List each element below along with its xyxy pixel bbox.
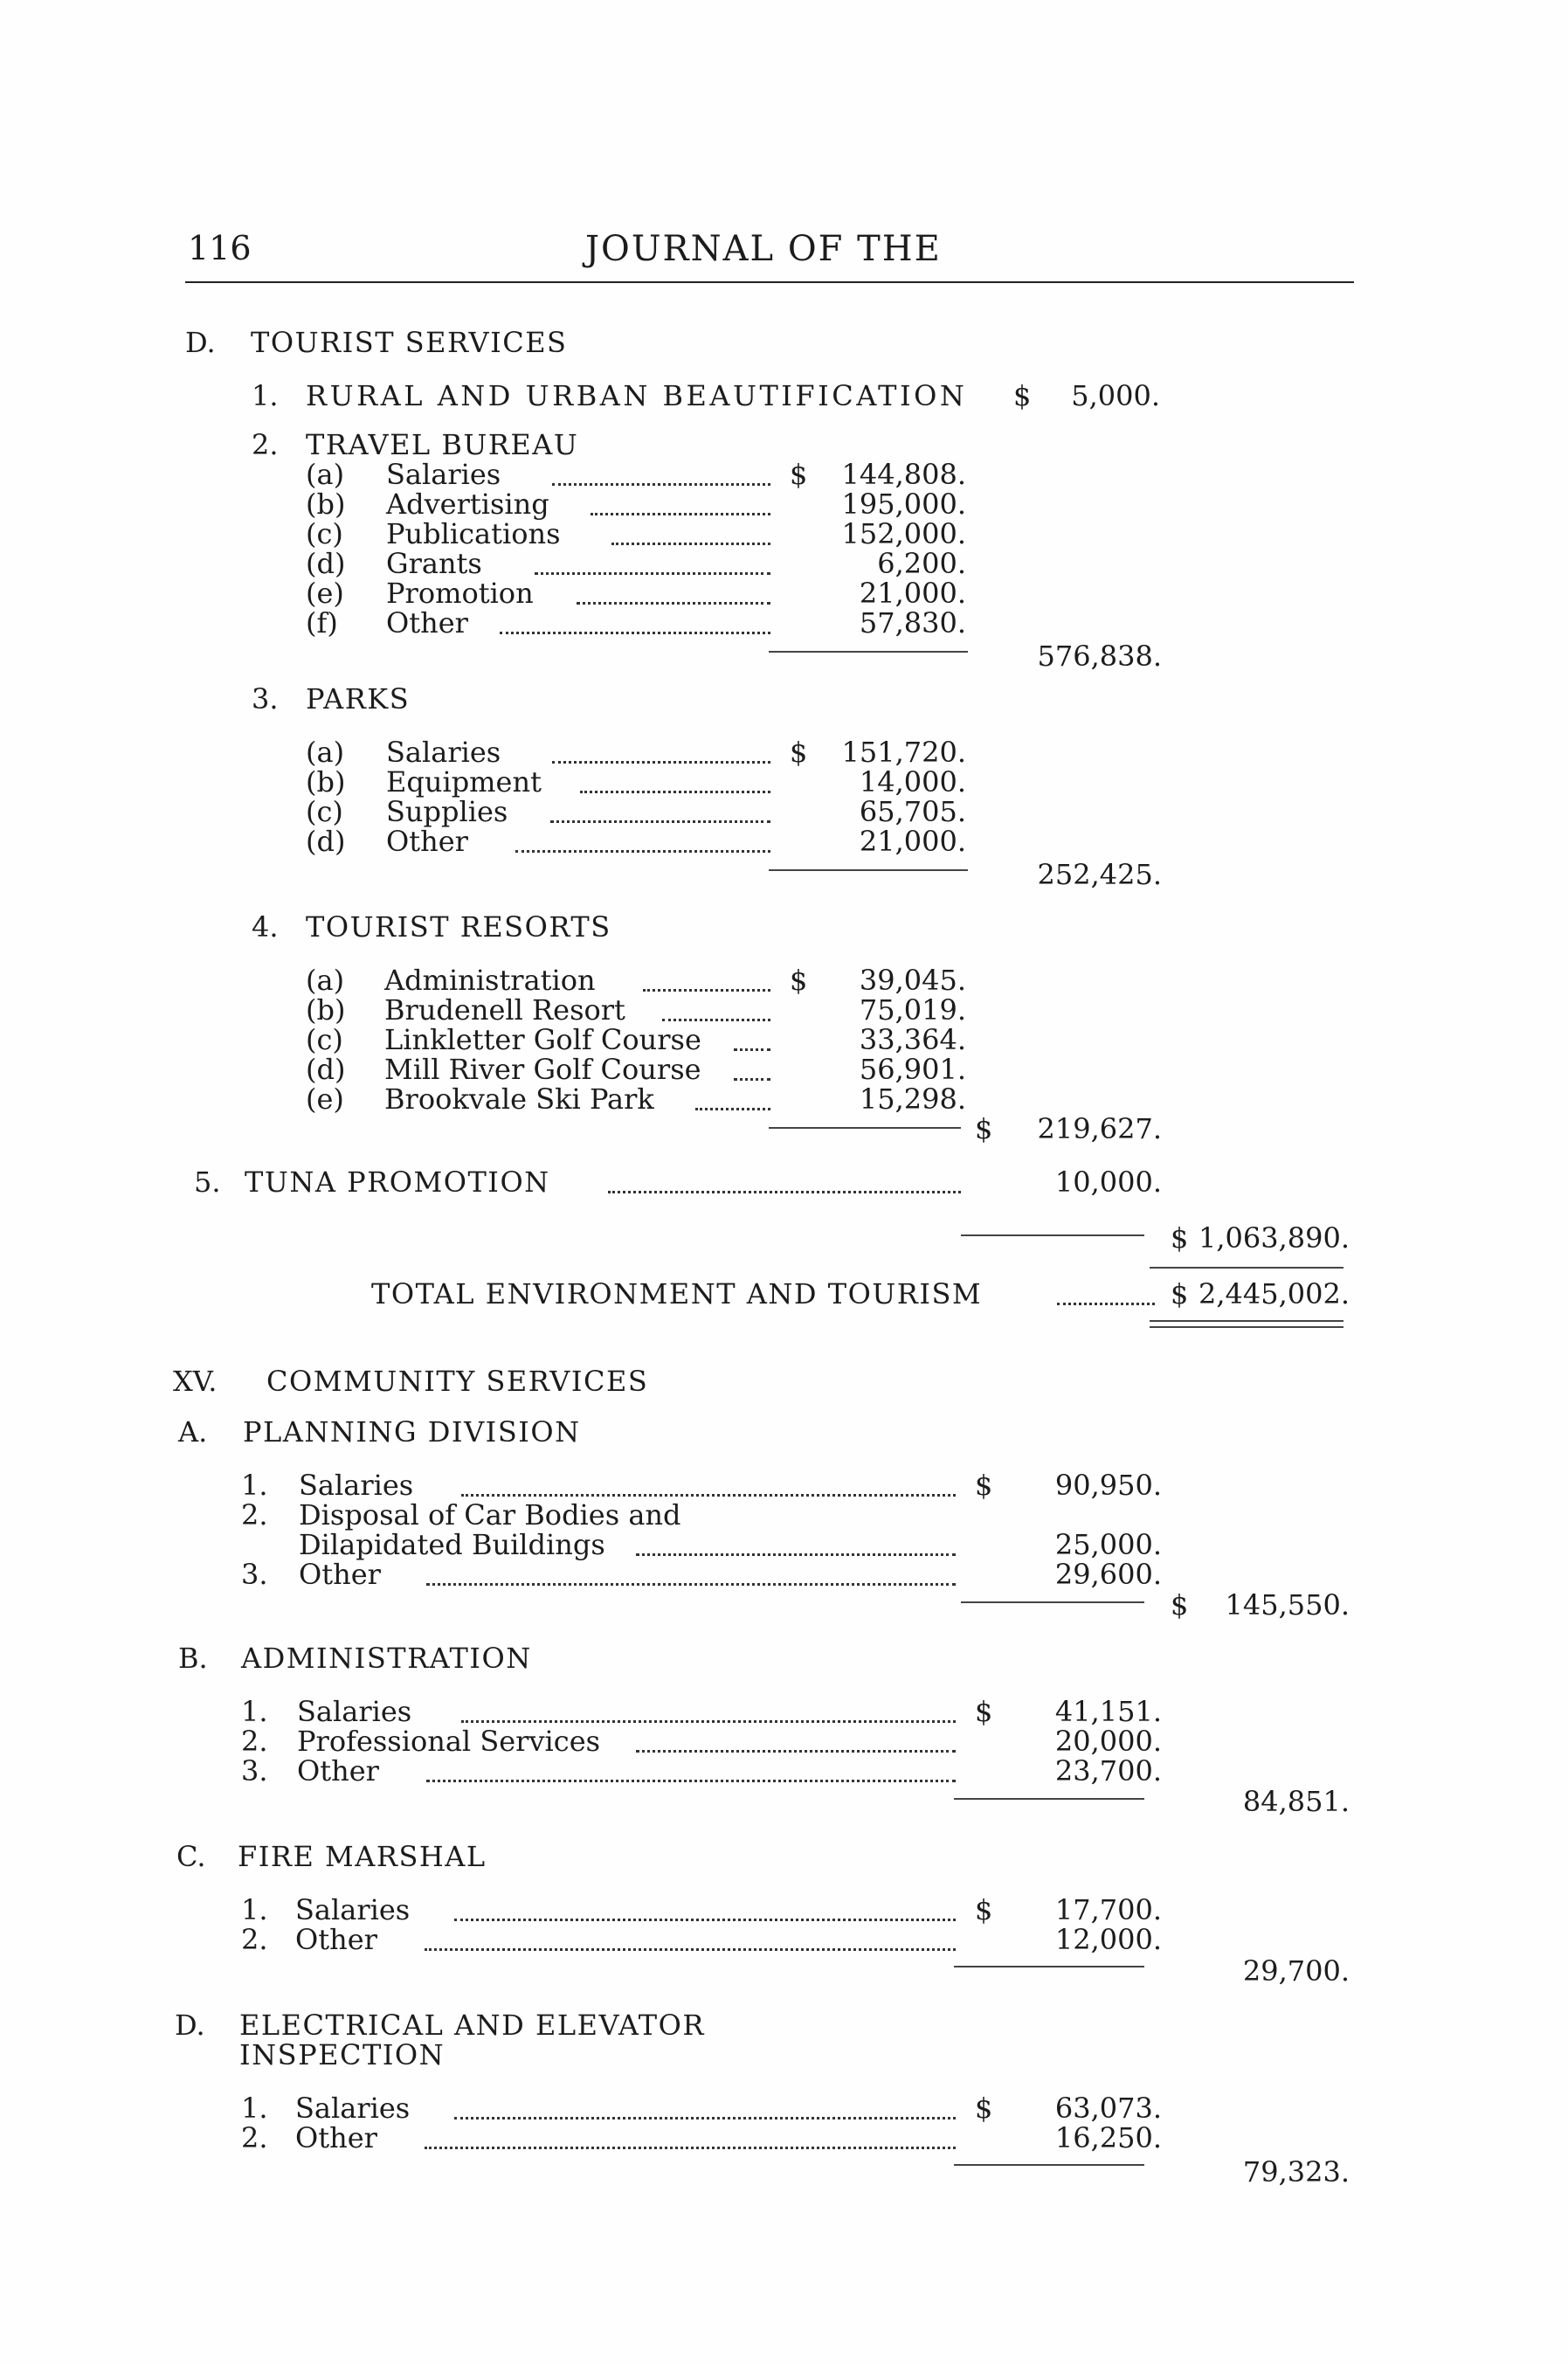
amount: 152,000. [841,517,966,550]
leader-dots [643,989,770,992]
amount: 25,000. [1054,1528,1162,1561]
item-number: 4. [252,910,279,944]
dollar-sign: $ [975,1695,993,1728]
row-letter: (a) [306,736,345,769]
leader-dots [611,543,770,545]
section-letter: D. [185,326,216,359]
leader-dots [426,1583,956,1586]
row-letter: (e) [306,577,344,610]
leader-dots [535,572,770,575]
subtotal-rule [769,1127,961,1129]
row-letter: (d) [306,825,346,858]
row-label-line2: Dilapidated Buildings [299,1528,605,1561]
item-title: TOURIST RESORTS [306,910,611,944]
row-number: 2. [241,2121,268,2154]
amount: 195,000. [841,488,966,521]
row-label: Equipment [386,765,542,799]
row-label: Brudenell Resort [384,993,625,1027]
leader-dots [426,1780,956,1782]
subtotal-amount: 29,700. [1242,1954,1350,1988]
amount: 12,000. [1054,1923,1162,1956]
row-letter: (d) [306,1053,346,1086]
grand-total-amount: 2,445,002. [1198,1277,1350,1310]
amount: 63,073. [1054,2092,1162,2125]
leader-dots [515,850,770,853]
row-letter: (b) [306,765,346,799]
row-letter: (e) [306,1082,344,1116]
row-label: Salaries [295,2092,411,2125]
leader-dots [461,1720,956,1723]
row-label: Other [386,606,468,640]
row-label: Other [299,1558,381,1591]
amount: 29,600. [1054,1558,1162,1591]
subtotal-amount: 84,851. [1242,1785,1350,1818]
subtotal-rule [769,651,968,653]
dollar-sign: $ [975,1469,993,1502]
row-number: 1. [241,1695,268,1728]
grand-total-double-rule-2 [1150,1326,1344,1328]
amount: 20,000. [1054,1725,1162,1758]
amount: 21,000. [859,825,966,858]
leader-dots [454,2117,956,2120]
leader-dots [591,513,770,515]
row-number: 2. [241,1725,268,1758]
subtotal-amount: 576,838. [1037,640,1162,673]
subtotal-amount: 219,627. [1037,1112,1162,1145]
dollar-sign: $ [1171,1588,1189,1622]
amount: 15,298. [859,1082,966,1116]
row-label: Mill River Golf Course [384,1053,701,1086]
row-number: 2. [241,1923,268,1956]
subtotal-amount: 252,425. [1037,858,1162,891]
leader-dots [608,1191,961,1193]
subtotal-rule [954,1966,1144,1967]
row-label: Other [295,1923,377,1956]
subtotal-rule [769,869,968,871]
subtotal-rule [954,2164,1144,2166]
subtotal-amount: 145,550. [1225,1588,1350,1622]
section-total-amount: 1,063,890. [1198,1221,1350,1255]
subtotal-rule [961,1601,1144,1603]
dollar-sign: $ [1171,1221,1189,1255]
section-title: TOURIST SERVICES [251,326,568,359]
amount: 57,830. [859,606,966,640]
row-label: Other [386,825,468,858]
item-title: PARKS [306,682,411,716]
subsection-letter: B. [178,1642,208,1675]
row-label: Salaries [386,458,501,491]
amount: 151,720. [841,736,966,769]
subtotal-rule [954,1798,1144,1800]
dollar-sign: $ [1171,1277,1189,1310]
leader-dots [734,1078,770,1081]
amount: 65,705. [859,795,966,828]
amount: 39,045. [859,964,966,997]
row-label: Promotion [386,577,534,610]
leader-dots [552,483,770,486]
leader-dots [425,2147,956,2149]
row-number: 3. [241,1558,268,1591]
dollar-sign: $ [790,458,808,491]
leader-dots [662,1019,770,1021]
item-number: 3. [252,682,279,716]
amount: 17,700. [1054,1893,1162,1926]
leader-dots [425,1948,956,1951]
page-title: JOURNAL OF THE [585,229,942,269]
row-letter: (c) [306,1023,343,1056]
section-total-rule [961,1234,1144,1236]
row-label: Salaries [297,1695,412,1728]
section-numeral: XV. [173,1365,218,1398]
amount: 56,901. [859,1053,966,1086]
amount: 41,151. [1054,1695,1162,1728]
row-letter: (c) [306,795,343,828]
row-label: Salaries [295,1893,411,1926]
item-label: RURAL AND URBAN BEAUTIFICATION [306,379,968,412]
amount: 144,808. [841,458,966,491]
header-rule [185,281,1354,283]
amount: 5,000. [1071,379,1160,412]
row-label: Brookvale Ski Park [384,1082,654,1116]
row-letter: (c) [306,517,343,550]
subsection-letter: C. [176,1840,206,1873]
item-number: 2. [252,428,279,461]
amount: 33,364. [859,1023,966,1056]
row-letter: (b) [306,488,346,521]
row-label: Professional Services [297,1725,601,1758]
row-label: Salaries [386,736,501,769]
page-number: 116 [188,229,252,267]
row-label: Grants [386,547,482,580]
subsection-title: FIRE MARSHAL [238,1840,487,1873]
row-label: Supplies [386,795,508,828]
row-number: 1. [241,1893,268,1926]
subsection-title: ADMINISTRATION [241,1642,532,1675]
leader-dots [454,1919,956,1921]
row-number: 1. [241,2092,268,2125]
item-label: TUNA PROMOTION [245,1165,550,1199]
leader-dots [1057,1303,1155,1305]
row-label: Salaries [299,1469,414,1502]
subsection-title-line2: INSPECTION [239,2038,446,2071]
amount: 14,000. [859,765,966,799]
row-letter: (b) [306,993,346,1027]
row-label: Other [295,2121,377,2154]
subsection-letter: A. [178,1415,208,1449]
leader-dots [734,1048,770,1051]
dollar-sign: $ [975,2092,993,2125]
leader-dots [636,1553,956,1556]
amount: 75,019. [859,993,966,1027]
section-title: COMMUNITY SERVICES [266,1365,649,1398]
row-label: Publications [386,517,561,550]
amount: 10,000. [1054,1165,1162,1199]
subsection-title: PLANNING DIVISION [243,1415,581,1449]
grand-total-label: TOTAL ENVIRONMENT AND TOURISM [371,1277,983,1310]
amount: 90,950. [1054,1469,1162,1502]
row-number: 2. [241,1498,268,1532]
amount: 21,000. [859,577,966,610]
leader-dots [636,1750,956,1753]
leader-dots [580,791,770,793]
leader-dots [461,1494,956,1497]
amount: 23,700. [1054,1754,1162,1788]
row-letter: (d) [306,547,346,580]
row-letter: (a) [306,458,345,491]
grand-total-double-rule-1 [1150,1320,1344,1322]
amount: 16,250. [1054,2121,1162,2154]
row-number: 3. [241,1754,268,1788]
dollar-sign: $ [1013,379,1032,412]
row-label: Linkletter Golf Course [384,1023,701,1056]
row-letter: (a) [306,964,345,997]
section-total-underline [1150,1267,1344,1269]
row-label-line1: Disposal of Car Bodies and [299,1498,681,1532]
subsection-title-line1: ELECTRICAL AND ELEVATOR [239,2009,705,2042]
dollar-sign: $ [975,1893,993,1926]
dollar-sign: $ [975,1112,993,1145]
row-label: Administration [384,964,596,997]
leader-dots [500,632,770,634]
amount: 6,200. [877,547,966,580]
row-number: 1. [241,1469,268,1502]
item-number: 5. [194,1165,221,1199]
subtotal-amount: 79,323. [1242,2155,1350,2189]
item-number: 1. [252,379,279,412]
leader-dots [695,1108,770,1110]
row-label: Other [297,1754,379,1788]
leader-dots [550,820,770,823]
leader-dots [577,602,770,605]
row-letter: (f) [306,606,338,640]
row-label: Advertising [386,488,549,521]
dollar-sign: $ [790,736,808,769]
item-title: TRAVEL BUREAU [306,428,579,461]
subsection-letter: D. [175,2009,205,2042]
leader-dots [552,761,770,764]
dollar-sign: $ [790,964,808,997]
